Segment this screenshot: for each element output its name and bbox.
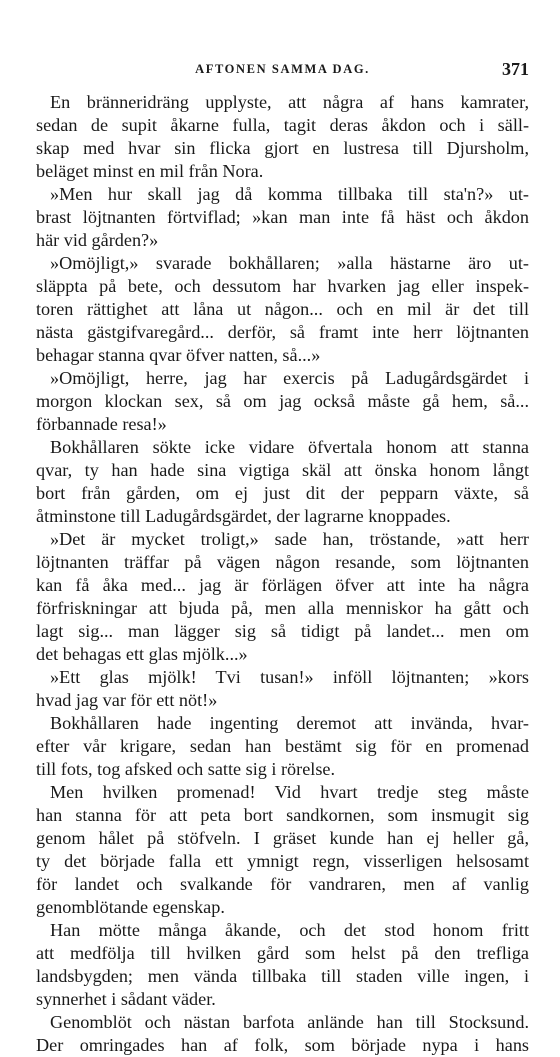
text-line: bort från gården, om ej just dit der pepparn växte, så [36,483,529,503]
text-line: här vid gården?» [36,230,159,250]
running-title: AFTONEN SAMMA DAG. [195,62,370,76]
text-line: »Ett glas mjölk! Tvi tusan!» inföll löjtnanten; »kors [50,667,529,687]
text-line: genom hålet på stöfveln. I gräset kunde han ej heller gå, [36,828,529,848]
text-line: hvad jag var för ett nöt!» [36,690,218,710]
text-line: att medfölja till hvilken gård som helst på den trefliga [36,943,529,963]
text-line: beläget minst en mil från Nora. [36,161,264,181]
text-line: qvar, ty han hade sina vigtiga skäl att önska honom långt [36,460,529,480]
text-line: åtminstone till Ladugårdsgärdet, der lagrarne knoppades. [36,506,451,526]
text-line: brast löjtnanten förtviflad; »kan man inte få häst och åkdon [36,207,529,227]
running-header [36,59,529,82]
text-line: landsbygden; men vända tillbaka till staden ville ingen, i [36,966,529,986]
text-line: släppta på bete, och dessutom har hvarken jag eller inspek- [36,276,529,296]
text-line: skap med hvar sin flicka gjort en lustresa till Djursholm, [36,138,529,158]
text-line: morgon klockan sex, så om jag också måste gå hem, så... [36,391,529,411]
text-line: förfriskningar att bjuda på, men alla menniskor ha gått och [36,598,529,618]
text-line: nästa gästgifvaregård... derför, så framt inte herr löjtnanten [36,322,529,342]
text-line: Bokhållaren hade ingenting deremot att invända, hvar- [50,713,529,733]
text-line: »Omöjligt,» svarade bokhållaren; »alla hästarne äro ut- [50,253,529,273]
text-line: han stanna för att peta bort sandkornen, som insmugit sig [36,805,529,825]
text-line: »Omöjligt, herre, jag har exercis på Ladugårdsgärdet i [50,368,529,388]
text-line: det behagas ett glas mjölk...» [36,644,248,664]
text-line: Han mötte många åkande, och det stod honom fritt [50,920,529,940]
text-line: toren rättighet att låna ut någon... och en mil är det till [36,299,529,319]
text-line: för landet och svalkande för vandraren, men af vanlig [36,874,529,894]
text-line: sedan de supit åkarne fulla, tagit deras åkdon och i säll- [36,115,529,135]
page-number: 371 [502,59,529,79]
text-line: löjtnanten träffar på vägen någon resande, som löjtnanten [36,552,529,572]
text-line: lagt sig... man lägger sig så tidigt på landet... men om [36,621,529,641]
text-line: behagar stanna qvar öfver natten, så...» [36,345,321,365]
text-line: Bokhållaren sökte icke vidare öfvertala honom att stanna [50,437,529,457]
text-line: kan få åka med... jag är förlägen öfver att inte ha några [36,575,529,595]
text-line: En bränneridräng upplyste, att några af hans kamrater, [50,92,529,112]
text-line: »Det är mycket troligt,» sade han, tröstande, »att herr [50,529,529,549]
text-line: förbannade resa!» [36,414,167,434]
text-line: Genomblöt och nästan barfota anlände han till Stocksund. [50,1012,529,1032]
text-line: Der omringades han af folk, som började nypa i hans [36,1035,529,1055]
text-line: synnerhet i sådant väder. [36,989,216,1009]
body-text [36,91,529,1057]
text-line: ty det började falla ett ymnigt regn, visserligen helsosamt [36,851,529,871]
text-line: till fots, tog afsked och satte sig i rörelse. [36,759,336,779]
text-line: efter vår krigare, sedan han bestämt sig för en promenad [36,736,529,756]
text-line: Men hvilken promenad! Vid hvart tredje steg måste [50,782,529,802]
text-line: genomblötande egenskap. [36,897,225,917]
text-line: »Men hur skall jag då komma tillbaka till sta'n?» ut- [50,184,529,204]
